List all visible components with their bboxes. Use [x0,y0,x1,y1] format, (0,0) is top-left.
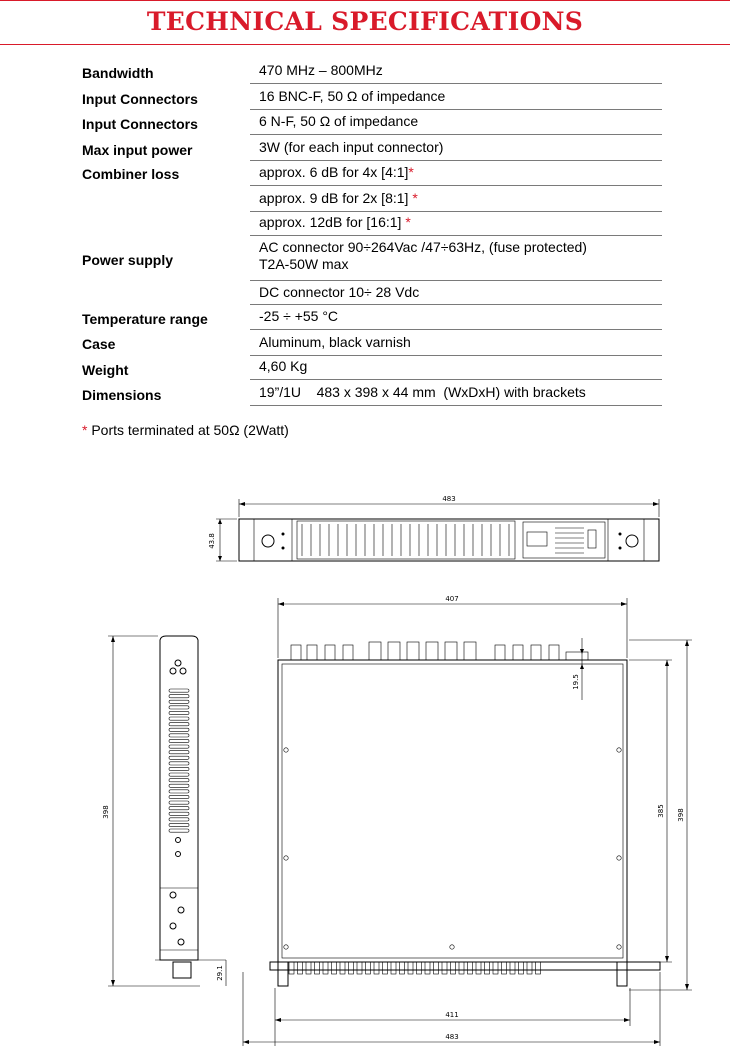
spec-value-loss-8: approx. 9 dB for 2x [8:1] [259,190,413,206]
heatsink-fin [289,962,294,974]
power-inlet [566,652,588,660]
side-vent-slot [169,739,189,742]
spec-value-loss-16: approx. 12dB for [16:1] [259,214,406,230]
star-marker: * [412,190,418,206]
heatsink-fin [383,962,388,974]
top-bottom-bracket [270,962,660,970]
heatsink-fin [315,962,320,974]
side-vent-slot [169,711,189,714]
side-vent-slot [169,784,189,787]
heatsink-fin [442,962,447,974]
spec-label-input-connectors-n: Input Connectors [82,116,198,132]
heatsink-fin [502,962,507,974]
front-handle-hole-left [262,535,274,547]
n-connector [464,642,476,660]
footnote-text: Ports terminated at 50Ω (2Watt) [87,422,289,438]
n-connector [407,642,419,660]
dim-bottom-inner: 411 [445,1011,459,1019]
dim-connector-offset: 19.5 [572,674,580,690]
side-vent-slot [169,756,189,759]
heatsink-fin [434,962,439,974]
spec-label-max-input-power: Max input power [82,142,193,158]
spec-value-ac: AC connector 90÷264Vac /47÷63Hz, (fuse protected) [259,239,587,255]
spec-label-combiner-loss: Combiner loss [82,166,180,182]
side-vent-slot [169,700,189,703]
heatsink-fin [493,962,498,974]
side-vent-slot [169,728,189,731]
dim-bottom-outer: 483 [445,1033,459,1041]
spec-label-dimensions: Dimensions [82,387,162,403]
star-marker: * [408,164,414,180]
side-vent-slot [169,706,189,709]
spec-value-ac-fuse: T2A-50W max [259,256,349,272]
side-vent-slot [169,762,189,765]
side-vent-slot [169,823,189,826]
dim-front-width: 483 [442,495,456,503]
front-view [208,495,659,561]
dim-right-outer: 398 [677,808,685,822]
heatsink-fin [349,962,354,974]
side-vent-slot [169,751,189,754]
heatsink-fin [408,962,413,974]
spec-label-case: Case [82,336,116,352]
heatsink-fin [476,962,481,974]
spec-value-n: 6 N-F, 50 Ω of impedance [259,113,419,129]
heatsink-fin [451,962,456,974]
dim-side-bottom: 29.1 [216,965,224,981]
bnc-connector [325,645,335,660]
page-title: TECHNICAL SPECIFICATIONS [146,7,584,36]
dim-front-height: 43.8 [208,533,216,549]
side-vent-slot [169,717,189,720]
top-view [243,595,692,1046]
bnc-connector [307,645,317,660]
bnc-connector [291,645,301,660]
spec-label-weight: Weight [82,362,129,378]
n-connector [388,642,400,660]
side-vent-slot [169,695,189,698]
heatsink-fin [468,962,473,974]
side-vent-slot [169,723,189,726]
side-vent-slot [169,812,189,815]
n-connector [445,642,457,660]
front-display-panel [523,522,605,558]
heatsink-fin [340,962,345,974]
front-switch [588,530,596,548]
spec-value-dc: DC connector 10÷ 28 Vdc [259,284,420,300]
dim-right-inner: 385 [657,804,665,818]
heatsink-fin [417,962,422,974]
heatsink-fin [391,962,396,974]
spec-value-loss-4: approx. 6 dB for 4x [4:1] [259,164,409,180]
bnc-connector [549,645,559,660]
side-vent-slot [169,745,189,748]
heatsink-fin [485,962,490,974]
heatsink-fin [374,962,379,974]
side-vent-slot [169,790,189,793]
spec-value-max-power: 3W (for each input connector) [259,139,444,155]
dim-top-width: 407 [445,595,459,603]
heatsink-fin [510,962,515,974]
heatsink-fin [527,962,532,974]
bnc-connector [513,645,523,660]
heatsink-fin [298,962,303,974]
heatsink-fin [459,962,464,974]
heatsink-fin [425,962,430,974]
heatsink-fin [332,962,337,974]
heatsink-fin [400,962,405,974]
side-vent-slot [169,818,189,821]
side-vent-slot [169,689,189,692]
spec-value-dimensions: 19”/1U 483 x 398 x 44 mm (WxDxH) with brackets [259,384,586,400]
spec-value-temperature: -25 ÷ +55 °C [259,308,339,324]
bnc-connector [343,645,353,660]
bnc-connector [495,645,505,660]
side-vent-slot [169,734,189,737]
side-vent-slot [169,795,189,798]
side-view [102,636,226,986]
star-marker: * [405,214,411,230]
spec-value-bandwidth: 470 MHz – 800MHz [259,62,383,78]
n-connector [369,642,381,660]
spec-label-bandwidth: Bandwidth [82,65,154,81]
spec-label-temperature-range: Temperature range [82,311,208,327]
heatsink-fin [306,962,311,974]
spec-value-case: Aluminum, black varnish [259,334,411,350]
spec-value-weight: 4,60 Kg [259,358,308,374]
heatsink-fin [536,962,541,974]
side-power-connector [173,962,191,978]
side-vent-slot [169,801,189,804]
front-handle-hole-right [626,535,638,547]
heatsink-fin [366,962,371,974]
side-vent-slot [169,767,189,770]
footnote-star: * [82,422,88,438]
spec-label-input-connectors-bnc: Input Connectors [82,91,198,107]
spec-value-bnc: 16 BNC-F, 50 Ω of impedance [259,88,446,104]
side-vent-slot [169,773,189,776]
heatsink-fin [519,962,524,974]
spec-label-power-supply: Power supply [82,252,174,268]
side-vent-slot [169,779,189,782]
bnc-connector [531,645,541,660]
side-vent-slot [169,829,189,832]
dim-side-depth: 398 [102,805,110,819]
n-connector [426,642,438,660]
heatsink-fin [323,962,328,974]
side-vent-slot [169,807,189,810]
side-view-outline [160,636,198,960]
top-view-outline [278,660,627,962]
front-label-box [527,532,547,546]
heatsink-fin [357,962,362,974]
